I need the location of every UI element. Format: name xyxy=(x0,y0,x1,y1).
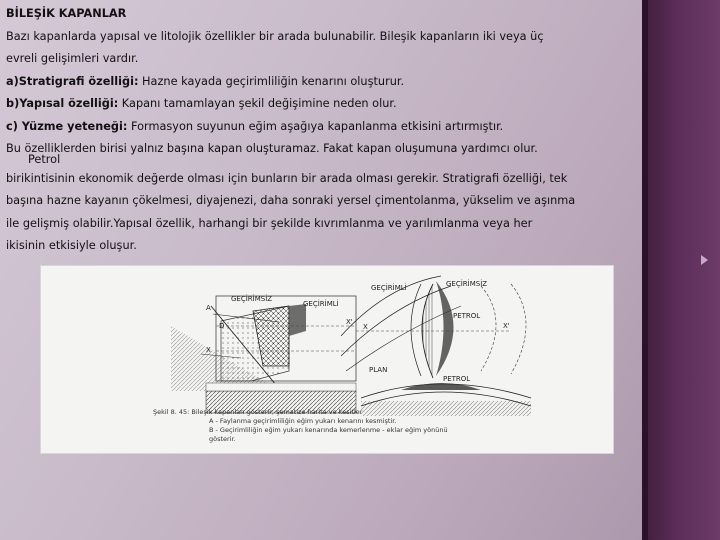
figure-drawing xyxy=(41,266,613,453)
caption-line1: Şekil 8. 45: Bileşik kapanları gösterir; şematize harita ve kesitler xyxy=(153,408,363,416)
slide-title: BİLEŞİK KAPANLAR xyxy=(6,7,127,20)
paragraph2-line1: Bu özelliklerden birisi yalnız başına kapan oluşturamaz. Fakat kapan oluşumuna yardımcı olur. xyxy=(6,142,538,155)
label-x-prime-right: X' xyxy=(503,322,510,330)
paragraph1-line1: Bazı kapanlarda yapısal ve litolojik özellikler bir arada bulunabilir. Bileşik kapanların iki veya üç xyxy=(6,29,544,43)
triangle-marker-icon xyxy=(701,255,708,265)
figure-right-block xyxy=(341,276,531,416)
label-x-right: X xyxy=(363,323,368,331)
paragraph2-line2: birikintisinin ekonomik değerde olması için bunların bir arada olması gerekir. Stratigrafi özelliği, tek xyxy=(6,171,568,185)
caption-line4: gösterir. xyxy=(209,435,236,443)
item-stratigraphic-text: Hazne kayada geçirimliliğin kenarını oluşturur. xyxy=(138,74,405,88)
label-x-prime-left: X' xyxy=(346,318,353,326)
paragraph2-line1b: Petrol xyxy=(28,152,61,166)
label-petrol-section: PETROL xyxy=(443,375,471,383)
item-stratigraphic-label: a)Stratigrafi özelliği: xyxy=(6,74,139,88)
item-buoyancy-label: c) Yüzme yeteneği: xyxy=(6,119,128,133)
paragraph2-line4: ile gelişmiş olabilir.Yapısal özellik, harhangi bir şekilde kıvrımlanma ve yarılımlanma veya her xyxy=(6,216,533,230)
item-structural xyxy=(6,93,638,116)
label-impermeable: GEÇİRİMSİZ xyxy=(231,295,273,303)
label-impermeable-right: GEÇİRİMSİZ xyxy=(446,280,488,288)
label-permeable-right: GEÇİRİMLİ xyxy=(371,284,407,292)
label-a: A xyxy=(206,304,211,312)
label-d: D xyxy=(219,322,225,330)
label-plan: PLAN xyxy=(369,366,388,374)
combination-trap-figure xyxy=(40,265,614,454)
item-buoyancy xyxy=(6,116,638,139)
slide-content xyxy=(6,3,638,258)
side-decoration-bar xyxy=(642,0,720,540)
item-structural-text: Kapanı tamamlayan şekil değişimine neden olur. xyxy=(118,97,397,110)
label-x-left: X xyxy=(206,346,211,354)
label-permeable: GEÇİRİMLİ xyxy=(303,300,339,308)
caption-line3: B - Geçirimliliğin eğim yukarı kenarında kemerlenme - eklar eğim yönünü xyxy=(209,426,448,434)
item-stratigraphic xyxy=(6,71,638,94)
paragraph2-line3: başına hazne kayanın çökelmesi, diyajenezi, daha sonraki yersel çimentolanma, yükselim ve aşınma xyxy=(6,194,576,207)
caption-line2: A - Faylanma geçirimliliğin eğim yukarı kenarını kesmiştir. xyxy=(209,417,397,425)
item-structural-label: b)Yapısal özelliği: xyxy=(6,97,119,110)
label-petrol-map: PETROL xyxy=(453,312,481,320)
paragraph2-line5: ikisinin etkisiyle oluşur. xyxy=(6,239,137,252)
figure-left-block xyxy=(171,294,356,413)
item-buoyancy-text: Formasyon suyunun eğim aşağıya kapanlanma etkisini artırmıştır. xyxy=(127,119,504,133)
paragraph1-line2: evreli gelişimleri vardır. xyxy=(6,52,139,65)
